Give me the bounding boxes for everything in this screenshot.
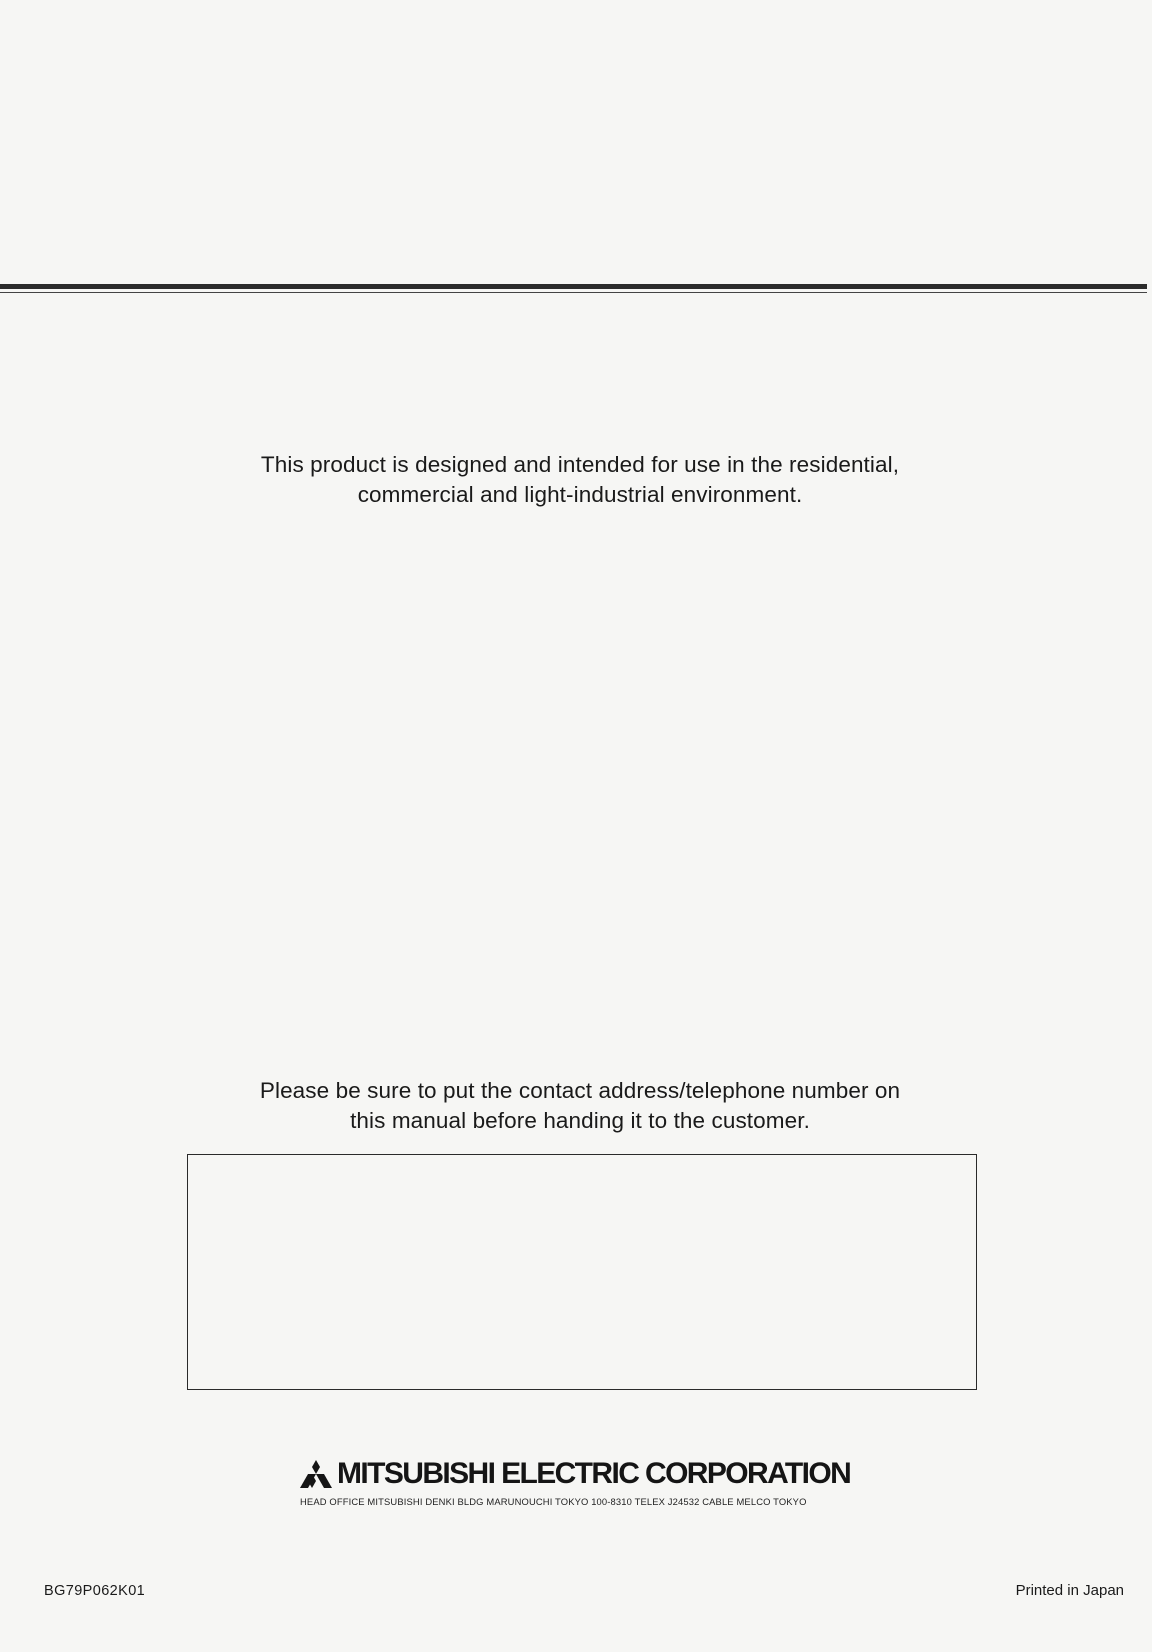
- contact-note-line-2: this manual before handing it to the customer.: [350, 1108, 810, 1133]
- usage-statement-line-1: This product is designed and intended for use in the residential,: [260, 452, 900, 477]
- company-name: MITSUBISHI ELECTRIC CORPORATION: [337, 1457, 851, 1490]
- top-rule-thick: [0, 284, 1147, 289]
- head-office-address: HEAD OFFICE MITSUBISHI DENKI BLDG MARUNOUCHI TOKYO 100-8310 TELEX J24532 CABLE MELCO TOKYO: [300, 1496, 807, 1507]
- printed-in-label: Printed in Japan: [1015, 1582, 1124, 1599]
- contact-note: [0, 1076, 1152, 1136]
- contact-note-line-1: Please be sure to put the contact address/telephone number on: [259, 1078, 901, 1103]
- contact-address-box: [187, 1154, 977, 1390]
- usage-statement-line-2: commercial and light-industrial environment.: [357, 482, 803, 507]
- document-code: BG79P062K01: [44, 1583, 146, 1599]
- mitsubishi-three-diamonds-icon: [300, 1460, 332, 1488]
- brand-block: [300, 1458, 850, 1490]
- top-rule-thin: [0, 292, 1147, 293]
- usage-statement: [0, 450, 1152, 510]
